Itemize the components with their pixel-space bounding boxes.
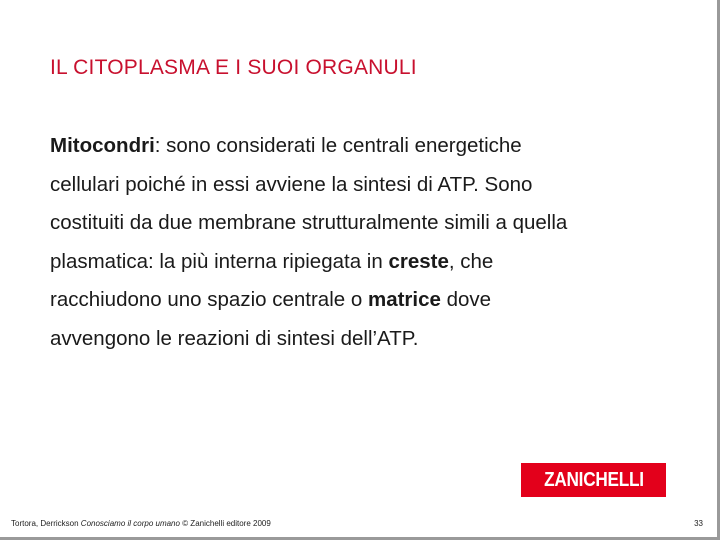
body-text-segment: racchiudono uno spazio centrale o: [50, 288, 368, 311]
footer-authors: Tortora, Derrickson: [11, 519, 81, 528]
body-text-segment: , che: [448, 249, 494, 273]
footer-citation: [11, 519, 271, 528]
slide-title: IL CITOPLASMA E I SUOI ORGANULI: [50, 56, 417, 79]
logo-text: ZANICHELLI: [543, 468, 644, 491]
body-paragraph: [50, 127, 690, 358]
body-text-segment: avvengono le reazioni di sintesi dell’ATP.: [50, 326, 419, 350]
footer-book-title: Conosciamo il corpo umano: [80, 519, 180, 528]
body-line: [50, 243, 690, 282]
body-text-segment: dove: [440, 288, 492, 311]
body-line: [50, 320, 690, 359]
body-line: [50, 281, 690, 320]
bold-term: creste: [388, 249, 449, 273]
body-text-segment: : sono considerati le centrali energetiche: [154, 134, 522, 157]
body-text-segment: cellulari poiché in essi avviene la sintesi di ATP. Sono: [50, 172, 533, 196]
body-text-segment: costituiti da due membrane strutturalmente simili a quella: [50, 211, 568, 234]
bold-term: matrice: [367, 288, 441, 311]
body-line: [50, 166, 690, 205]
page-number: 33: [694, 519, 703, 528]
body-line: [50, 204, 690, 243]
bold-term: Mitocondri: [50, 134, 155, 157]
publisher-logo: [521, 463, 666, 497]
footer-publisher: © Zanichelli editore 2009: [179, 519, 271, 528]
body-text-segment: plasmatica: la più interna ripiegata in: [50, 249, 389, 273]
body-line: [50, 127, 690, 166]
